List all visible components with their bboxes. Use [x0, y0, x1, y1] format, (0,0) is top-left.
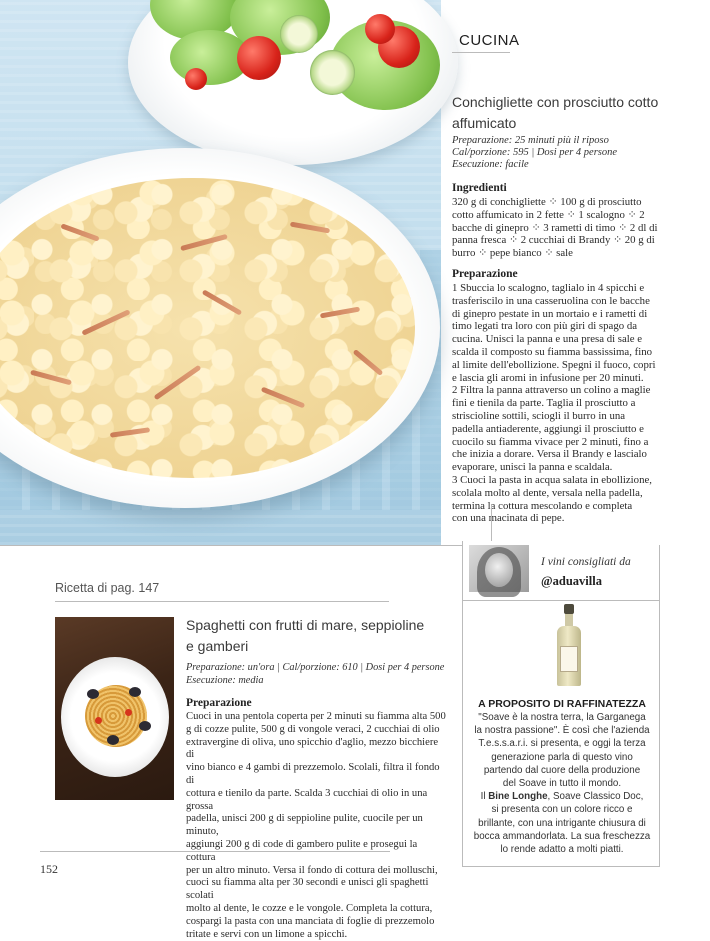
- preparation-line: aggiungi 200 g di code di gambero pulite e prosegui la cottura: [186, 838, 418, 863]
- preparation-line: con una macinata di pepe.: [452, 512, 565, 525]
- preparation-line: cottura e tienilo da parte. Scalda 3 cucchiai di olio in una grossa: [186, 787, 428, 812]
- divider-vertical: [491, 505, 492, 541]
- author-avatar: [469, 545, 529, 592]
- ingredients-line: 320 g di conchigliette ⁘ 100 g di prosciutto: [452, 196, 642, 208]
- preparation-line: vino bianco e 4 gambi di prezzemolo. Scolali, filtra il fondo di: [186, 762, 440, 786]
- difficulty: Esecuzione: facile: [452, 159, 529, 170]
- preparation-line: trasferiscilo in una casseruolina con le bacche: [452, 294, 650, 307]
- bottle-foil: [564, 604, 574, 614]
- wine-line: lo rende adatto a molti piatti.: [500, 844, 624, 856]
- wine-bottle-icon: [556, 604, 582, 686]
- wine-line: brillante, con una intrigante chiusura di: [478, 817, 646, 829]
- wine-line: "Soave è la nostra terra, la Garganega: [478, 712, 646, 723]
- prep-calories-servings: Preparazione: un'ora | Cal/porzione: 610 | Dosi per 4 persone: [186, 662, 445, 673]
- cucumber-slice: [310, 50, 355, 95]
- calories-servings: Cal/porzione: 595 | Dosi per 4 persone: [452, 147, 618, 158]
- hero-photo: [0, 0, 441, 545]
- wine-box-bottom-border: [462, 866, 660, 867]
- cherry-tomato: [365, 14, 395, 44]
- divider-horizontal: [0, 545, 462, 546]
- preparation-line: timo legati tra loro con più giri di spago da: [452, 320, 638, 333]
- wine-box-right-border: [659, 545, 660, 866]
- cherry-tomato: [237, 36, 281, 80]
- prep-time: Preparazione: 25 minuti più il riposo: [452, 135, 609, 146]
- recipe-meta: [452, 135, 702, 171]
- preparation-line: termina la cottura mescolando e completa: [452, 499, 633, 512]
- preparation-heading: Preparazione: [452, 268, 518, 280]
- preparation-line: padella, unisci 200 g di seppioline pulite, cuocile per un minuto,: [186, 813, 423, 838]
- wine-line: T.e.s.s.a.r.i. si presenta, e oggi la terza: [478, 738, 646, 750]
- wine-name: Bine Longhe: [488, 791, 548, 803]
- difficulty: Esecuzione: media: [186, 674, 264, 686]
- preparation-line: cucina. Unisci la panna e una presa di sale e: [452, 333, 643, 346]
- wine-line: generazione parla di questo vino: [491, 751, 633, 763]
- preparation-line: e lascia gli aromi in infusione per 20 minuti.: [452, 371, 644, 384]
- mussel: [139, 721, 151, 731]
- preparation-line: extravergine di oliva, uno spicchio d'aglio, mezzo bicchiere di: [186, 736, 439, 761]
- wine-intro: I vini consigliati da: [541, 556, 631, 568]
- wine-line: partendo dal cuore della produzione: [483, 764, 641, 776]
- ingredients-line: panna fresca ⁘ 2 cucchiai di Brandy ⁘ 20 g di: [452, 234, 655, 247]
- preparation-line: fini e tienila da parte. Taglia il prosciutto a: [452, 397, 636, 410]
- preparation-line: scalda il composto su fiamma bassissima, fino: [452, 345, 653, 358]
- second-preparation-heading: Preparazione: [186, 697, 252, 709]
- preparation-line: tritate e servi con un limone a spicchi.: [186, 928, 348, 940]
- avatar-face: [485, 553, 513, 587]
- preparation-line: al limite dell'ebollizione. Spegni il fuoco, copri: [452, 358, 656, 371]
- ref-underline: [55, 601, 389, 602]
- preparation-line: evaporare, unisci la panna e scaldala.: [452, 461, 613, 474]
- section-rule: [452, 52, 510, 53]
- mussel: [129, 687, 141, 697]
- wine-line: la nostra passione". È così che l'azienda: [474, 725, 650, 737]
- cherry-tomato: [185, 68, 207, 90]
- preparation-line: padella antiaderente, aggiungi il prosciutto e: [452, 422, 644, 435]
- wine-line: si presenta con un colore ricco e: [491, 804, 633, 816]
- second-preparation-text: [186, 711, 448, 941]
- recipe-reference: Ricetta di pag. 147: [55, 581, 160, 595]
- recipe-title: Conchigliette con prosciutto cotto affumicato: [452, 94, 659, 131]
- bottle-label: [560, 646, 578, 672]
- preparation-line: cuoci su fiamma alta per 30 secondi e unisci gli spaghetti scolati: [186, 877, 429, 902]
- wine-description: [469, 711, 655, 856]
- preparation-line: scolala molto al dente, versala nella padella,: [452, 486, 643, 499]
- preparation-line: cospargi la pasta con una manciata di foglie di prezzemolo: [186, 915, 435, 927]
- preparation-line: di ginepro pestate in un mortaio e i rametti di: [452, 307, 648, 320]
- wine-line: bocca ammandorlata. La sua freschezza: [473, 830, 651, 842]
- second-recipe-meta: [186, 662, 446, 687]
- page-number: 152: [40, 862, 58, 876]
- ingredients-list: [452, 196, 704, 260]
- wine-box-left-border: [462, 541, 463, 866]
- preparation-line: cuocilo su fiamma vivace per 2 minuti, fino a: [452, 435, 649, 448]
- chili-pepper: [125, 709, 132, 716]
- preparation-line: g di cozze pulite, 500 g di vongole veraci, 2 cucchiai di olio: [186, 723, 440, 735]
- wine-line-prefix: Il: [480, 791, 489, 803]
- preparation-line: per un altro minuto. Versa il fondo di cottura dei molluschi,: [186, 864, 438, 876]
- section-label: CUCINA: [459, 32, 520, 49]
- preparation-line: molto al dente, le cozze e le vongole. Completa la cottura,: [186, 902, 433, 914]
- preparation-line: che inizia a dorare. Versa il Brandy e lascialo: [452, 448, 647, 461]
- ingredients-heading: Ingredienti: [452, 182, 507, 194]
- spaghetti-photo: [55, 617, 174, 800]
- preparation-line: Cuoci in una pentola coperta per 2 minuti su fiamma alta 500: [186, 711, 446, 722]
- second-recipe-title: Spaghetti con frutti di mare, seppioline e gamberi: [186, 617, 425, 654]
- wine-heading: A PROPOSITO DI RAFFINATEZZA: [478, 698, 646, 710]
- wine-box-inner-rule: [462, 600, 659, 601]
- ingredients-line: bacche di ginepro ⁘ 3 rametti di timo ⁘ 2 dl di: [452, 221, 658, 234]
- mussel: [107, 735, 119, 745]
- preparation-line: striscioline sottili, sciogli il burro in una: [452, 409, 626, 422]
- ingredients-line: burro ⁘ pepe bianco ⁘ sale: [452, 247, 573, 260]
- mussel: [87, 689, 99, 699]
- chili-pepper: [95, 717, 102, 724]
- cucumber-slice: [280, 15, 318, 53]
- ingredients-line: cotto affumicato in 2 fette ⁘ 1 scalogno ⁘ 2: [452, 208, 645, 221]
- wine-line-suffix: , Soave Classico Doc,: [547, 791, 644, 803]
- preparation-text: [452, 282, 704, 525]
- preparation-line: 1 Sbuccia lo scalogno, taglialo in 4 spicchi e: [452, 282, 645, 294]
- wine-line: del Soave in tutto il mondo.: [502, 778, 622, 790]
- wine-line-name: [469, 790, 655, 803]
- preparation-line: 3 Cuoci la pasta in acqua salata in ebollizione,: [452, 473, 652, 486]
- preparation-line: 2 Filtra la panna attraverso un colino a maglie: [452, 384, 651, 397]
- author-handle: @aduavilla: [541, 574, 602, 588]
